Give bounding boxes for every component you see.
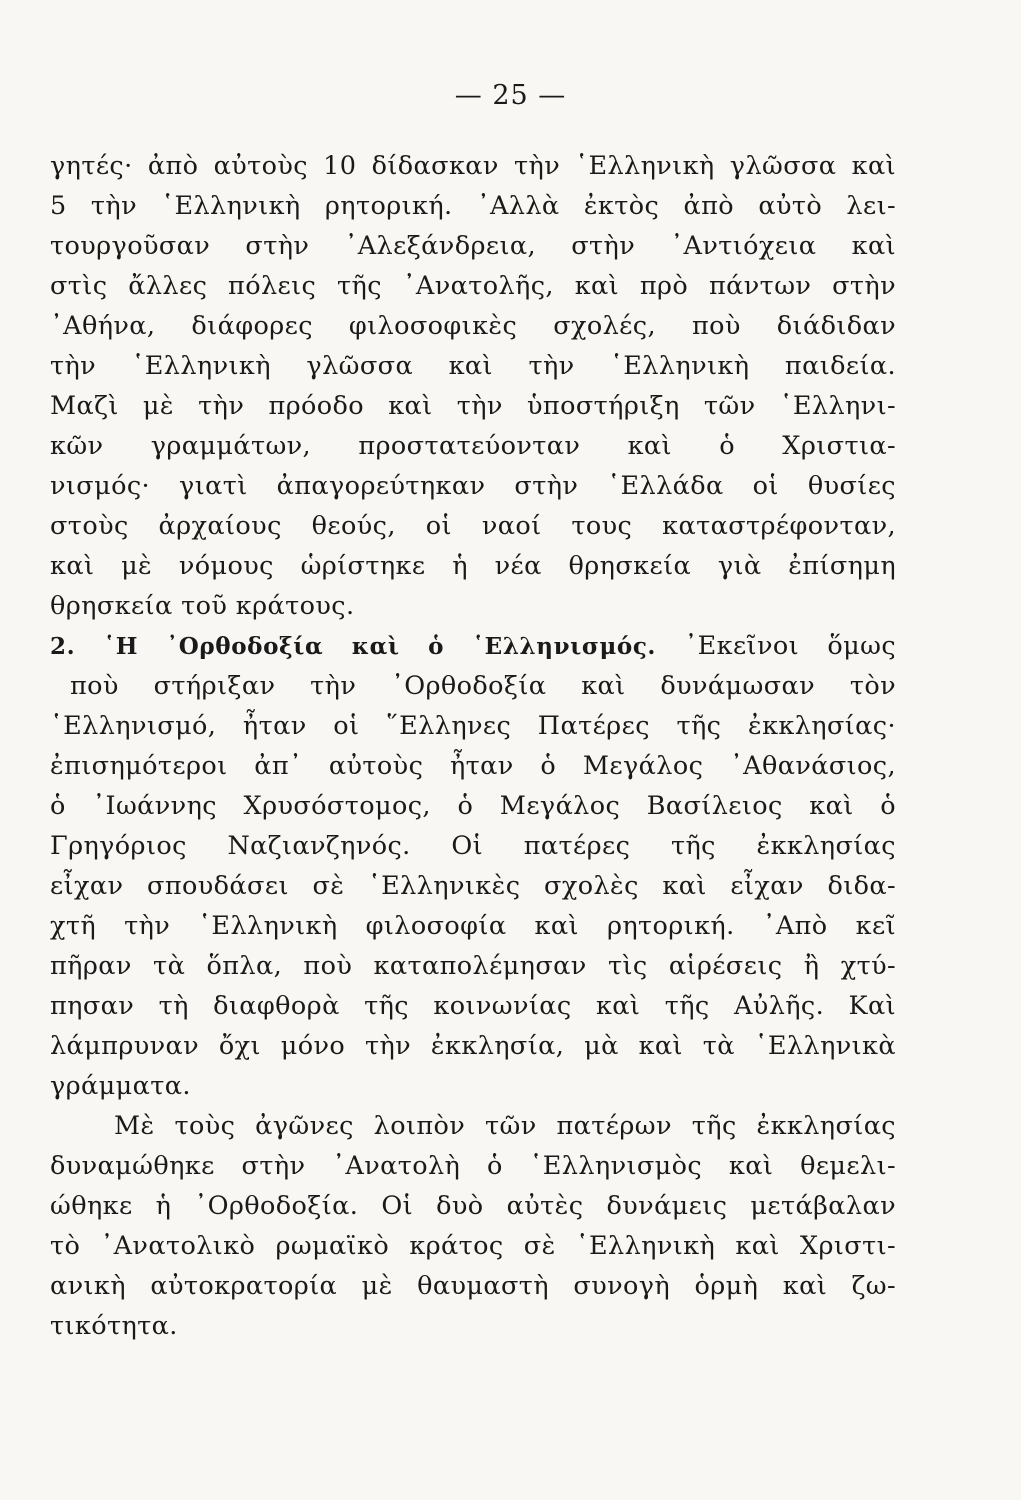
section-heading: 2. ῾Η ᾿Ορθοδοξία καὶ ὁ ῾Ελληνισμός. [50, 633, 657, 660]
text-line: γητές· ἀπὸ αὐτοὺς 10 δίδασκαν τὴν ῾Ελληνικὴ γλῶσσα καὶ [50, 151, 896, 181]
text-line: εἶχαν σπουδάσει σὲ ῾Ελληνικὲς σχολὲς καὶ εἶχαν διδα- [50, 871, 896, 901]
text-line: δυναμώθηκε στὴν ᾿Ανατολὴ ὁ ῾Ελληνισμὸς καὶ θεμελι- [50, 1151, 896, 1181]
text-line: χτῆ τὴν ῾Ελληνικὴ φιλοσοφία καὶ ρητορική. ᾿Απὸ κεῖ [50, 911, 896, 941]
text-line: λάμπρυναν ὄχι μόνο τὴν ἐκκλησία, μὰ καὶ τὰ ῾Ελληνικὰ [50, 1031, 896, 1061]
text-line: γράμματα. [50, 1071, 191, 1101]
text-line: τικότητα. [50, 1311, 178, 1341]
text-line: 5 τὴν ῾Ελληνικὴ ρητορική. ᾿Αλλὰ ἐκτὸς ἀπὸ αὐτὸ λει- [50, 191, 896, 221]
text-line: στὶς ἄλλες πόλεις τῆς ᾿Ανατολῆς, καὶ πρὸ πάντων στὴν [50, 271, 896, 301]
text-line: ἐπισημότεροι ἀπ᾿ αὐτοὺς ἦταν ὁ Μεγάλος ᾿Αθανάσιος, [50, 751, 896, 781]
text-line: τὴν ῾Ελληνικὴ γλῶσσα καὶ τὴν ῾Ελληνικὴ παιδεία. [50, 351, 896, 381]
text-line: Γρηγόριος Ναζιανζηνός. Οἱ πατέρες τῆς ἐκκλησίας [50, 831, 896, 861]
text-line: κῶν γραμμάτων, προστατεύονταν καὶ ὁ Χριστια- [50, 431, 896, 461]
text-line: Μαζὶ μὲ τὴν πρόοδο καὶ τὴν ὑποστήριξη τῶν ῾Ελληνι- [50, 391, 896, 421]
text-line: ώθηκε ἡ ᾿Ορθοδοξία. Οἱ δυὸ αὐτὲς δυνάμεις μετάβαλαν [50, 1191, 896, 1221]
text-line: τὸ ᾿Ανατολικὸ ρωμαϊκὸ κράτος σὲ ῾Ελληνικὴ καὶ Χριστι- [50, 1231, 896, 1261]
text-line: ᾿Αθήνα, διάφορες φιλοσοφικὲς σχολές, ποὺ διάδιδαν [50, 311, 896, 341]
text-line: ὁ ᾿Ιωάννης Χρυσόστομος, ὁ Μεγάλος Βασίλειος καὶ ὁ [50, 791, 896, 821]
text-line: ποὺ στήριξαν τὴν ᾿Ορθοδοξία καὶ δυνάμωσαν τὸν [70, 671, 896, 701]
text-line: θρησκεία τοῦ κράτους. [50, 591, 355, 621]
text-line: Μὲ τοὺς ἀγῶνες λοιπὸν τῶν πατέρων τῆς ἐκκλησίας [114, 1111, 896, 1141]
heading-line-rest: ᾿Εκεῖνοι ὅμως [684, 631, 896, 661]
text-line: ανικὴ αὐτοκρατορία μὲ θαυμαστὴ συνογὴ ὁρμὴ καὶ ζω- [50, 1271, 896, 1301]
text-line: στοὺς ἀρχαίους θεούς, οἱ ναοί τους καταστρέφονταν, [50, 511, 896, 541]
body-text [50, 146, 896, 1346]
page-number: — 25 — [454, 80, 567, 111]
text-line: πῆραν τὰ ὅπλα, ποὺ καταπολέμησαν τὶς αἱρέσεις ἢ χτύ- [50, 951, 896, 981]
text-line: νισμός· γιατὶ ἀπαγορεύτηκαν στὴν ῾Ελλάδα οἱ θυσίες [50, 471, 896, 501]
text-line: καὶ μὲ νόμους ὡρίστηκε ἡ νέα θρησκεία γιὰ ἐπίσημη [50, 551, 896, 581]
text-line: τουργοῦσαν στὴν ᾿Αλεξάνδρεια, στὴν ᾿Αντιόχεια καὶ [50, 231, 896, 261]
text-line: ῾Ελληνισμό, ἦταν οἱ ῞Ελληνες Πατέρες τῆς ἐκκλησίας· [50, 711, 896, 741]
section-heading-line [50, 626, 896, 666]
text-line: πησαν τὴ διαφθορὰ τῆς κοινωνίας καὶ τῆς Αὐλῆς. Καὶ [50, 991, 896, 1021]
